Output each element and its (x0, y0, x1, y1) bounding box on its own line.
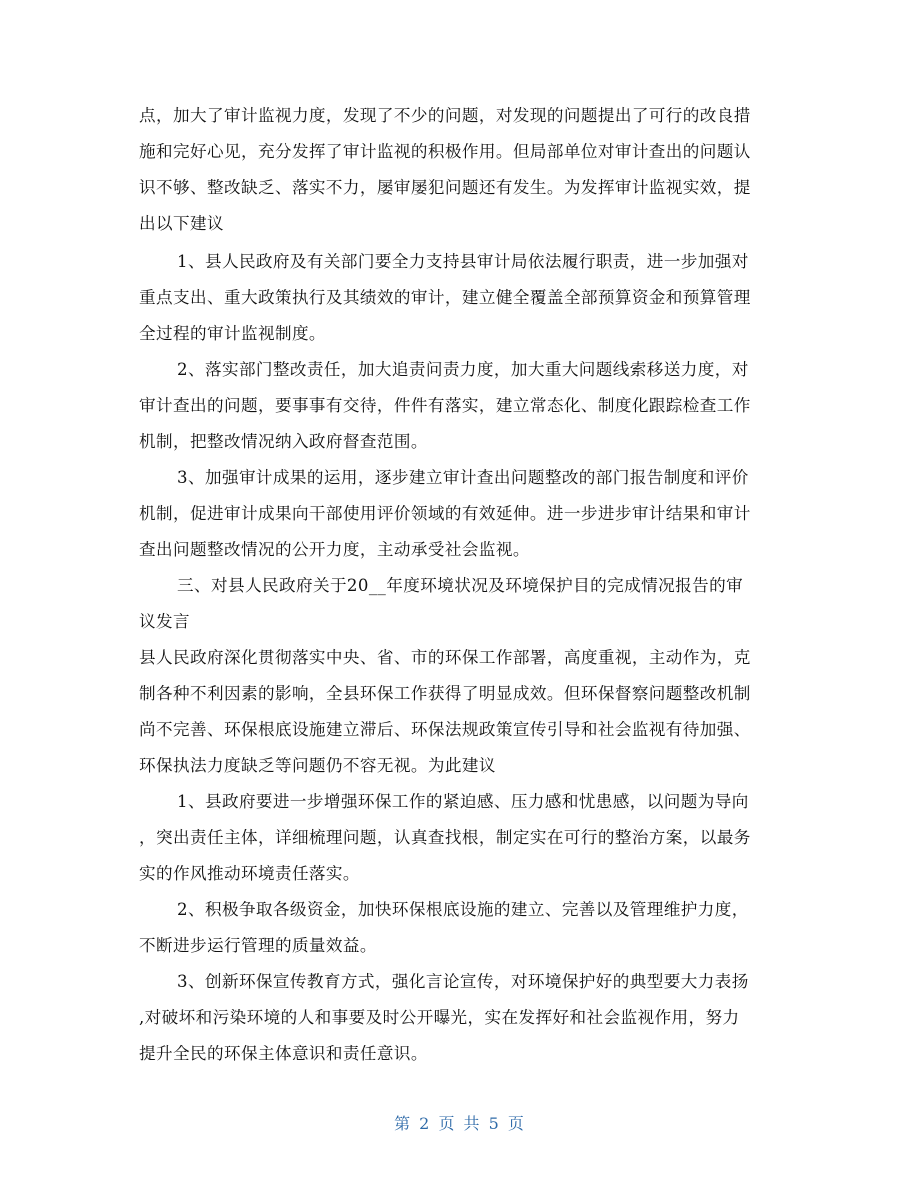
text-line: 尚不完善、环保根底设施建立滞后、环保法规政策宣传引导和社会监视有待加强、 (139, 720, 751, 739)
text-line: 实的作风推动环境责任落实。 (139, 864, 360, 883)
text-line: 2、积极争取各级资金，加快环保根底设施的建立、完善以及管理维护力度， (177, 900, 749, 919)
text-line: 出以下建议 (139, 214, 224, 233)
text-line: 不断进步运行管理的质量效益。 (139, 936, 377, 955)
text-line: 全过程的审计监视制度。 (139, 324, 326, 343)
text-line: 识不够、整改缺乏、落实不力，屡审屡犯问题还有发生。为发挥审计监视实效，提 (139, 178, 751, 197)
text-line: 查出问题整改情况的公开力度，主动承受社会监视。 (139, 540, 530, 559)
page-number-footer: 第 2 页 共 5 页 (394, 1114, 526, 1133)
text-line: 县人民政府深化贯彻落实中央、省、市的环保工作部署，高度重视，主动作为，克 (139, 648, 751, 667)
text-line: 制各种不利因素的影响，全县环保工作获得了明显成效。但环保督察问题整改机制 (139, 684, 751, 703)
text-line: 3、加强审计成果的运用，逐步建立审计查出问题整改的部门报告制度和评价 (177, 468, 749, 487)
text-line: 重点支出、重大政策执行及其绩效的审计，建立健全覆盖全部预算资金和预算管理 (139, 288, 751, 307)
text-line: 施和完好心见，充分发挥了审计监视的积极作用。但局部单位对审计查出的问题认 (139, 142, 751, 161)
text-line: 审计查出的问题，要事事有交待，件件有落实，建立常态化、制度化跟踪检查工作 (139, 396, 751, 415)
text-line: 机制，促进审计成果向干部使用评价领域的有效延伸。进一步进步审计结果和审计 (139, 504, 751, 523)
text-line: 提升全民的环保主体意识和责任意识。 (139, 1044, 428, 1063)
text-line: 环保执法力度缺乏等问题仍不容无视。为此建议 (139, 756, 496, 775)
text-line: 2、落实部门整改责任，加大追责问责力度，加大重大问题线索移送力度，对 (177, 360, 749, 379)
section-heading: 议发言 (139, 612, 190, 631)
text-line: ,对破坏和污染环境的人和事要及时公开曝光，实在发挥好和社会监视作用，努力 (139, 1008, 740, 1027)
text-line: 3、创新环保宣传教育方式，强化言论宣传，对环境保护好的典型要大力表扬 (177, 972, 749, 991)
text-line: 1、县人民政府及有关部门要全力支持县审计局依法履行职责，进一步加强对 (177, 252, 749, 271)
text-line: 1、县政府要进一步增强环保工作的紧迫感、压力感和忧患感，以问题为导向 (177, 792, 749, 811)
text-line: ，突出责任主体，详细梳理问题，认真查找根，制定实在可行的整治方案，以最务 (139, 828, 751, 847)
text-line: 点，加大了审计监视力度，发现了不少的问题，对发现的问题提出了可行的改良措 (139, 106, 751, 125)
section-heading: 三、对县人民政府关于20__年度环境状况及环境保护目的完成情况报告的审 (177, 576, 744, 595)
text-line: 机制，把整改情况纳入政府督查范围。 (139, 432, 428, 451)
